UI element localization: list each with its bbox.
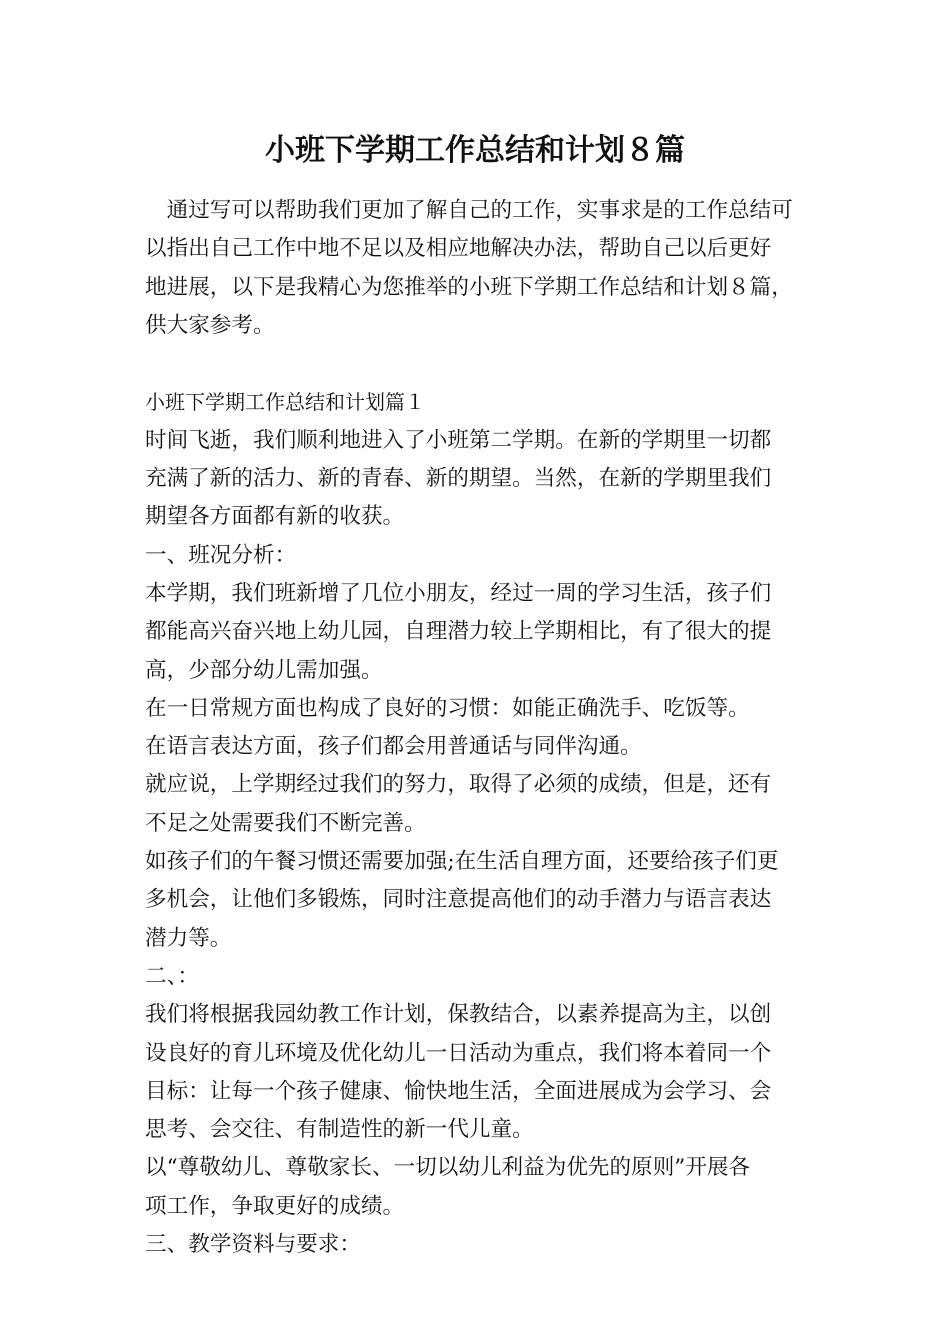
text-line: 通过写可以帮助我们更加了解自己的工作，实事求是的工作总结可 xyxy=(145,198,793,223)
text-line: 在一日常规方面也构成了良好的习惯：如能正确洗手、吃饭等。 xyxy=(145,695,750,721)
text-line: 时间飞逝，我们顺利地进入了小班第二学期。在新的学期里一切都 xyxy=(145,427,772,453)
text-line: 设良好的育儿环境及优化幼儿一日活动为重点，我们将本着同一个 xyxy=(145,1040,772,1066)
text-line: 不足之处需要我们不断完善。 xyxy=(145,810,426,836)
text-line: 都能高兴奋兴地上幼儿园，自理潜力较上学期相比，有了很大的提 xyxy=(145,619,772,645)
text-line: 我们将根据我园幼教工作计划，保教结合，以素养提高为主，以创 xyxy=(145,1002,772,1028)
text-line: 在语言表达方面，孩子们都会用普通话与同伴沟通。 xyxy=(145,734,642,760)
text-line: 潜力等。 xyxy=(145,925,232,951)
section-heading: 小班下学期工作总结和计划篇１ xyxy=(145,390,425,415)
text-line: 高，少部分幼儿需加强。 xyxy=(145,657,383,683)
text-line: 供大家参考。 xyxy=(145,312,275,338)
text-line: 三、教学资料与要求： xyxy=(145,1232,361,1258)
text-line: 本学期，我们班新增了几位小朋友，经过一周的学习生活，孩子们 xyxy=(145,580,772,606)
text-line: 就应说，上学期经过我们的努力，取得了必须的成绩，但是，还有 xyxy=(145,772,772,798)
text-line: 以指出自己工作中地不足以及相应地解决办法，帮助自己以后更好 xyxy=(145,236,772,262)
text-line: 地进展，以下是我精心为您推举的小班下学期工作总结和计划８篇， xyxy=(145,274,793,300)
text-line: 如孩子们的午餐习惯还需要加强;在生活自理方面，还要给孩子们更 xyxy=(145,849,779,875)
text-line: 目标：让每一个孩子健康、愉快地生活，全面进展成为会学习、会 xyxy=(145,1078,772,1104)
document-body xyxy=(145,192,825,1264)
text-line: 充满了新的活力、新的青春、新的期望。当然，在新的学期里我们 xyxy=(145,466,772,492)
text-line: 期望各方面都有新的收获。 xyxy=(145,504,405,530)
text-line: 一、班况分析： xyxy=(145,542,297,568)
text-line: 思考、会交往、有制造性的新一代儿童。 xyxy=(145,1117,534,1143)
text-line: 二、： xyxy=(145,963,199,989)
text-line: 以“尊敬幼儿、尊敬家长、一切以幼儿利益为优先的原则”开展各 xyxy=(145,1155,751,1181)
text-line: 多机会，让他们多锻炼，同时注意提高他们的动手潜力与语言表达 xyxy=(145,887,772,913)
document-title: 小班下学期工作总结和计划８篇 xyxy=(265,133,685,168)
text-line: 项工作，争取更好的成绩。 xyxy=(145,1193,405,1219)
blank-line xyxy=(145,345,825,383)
